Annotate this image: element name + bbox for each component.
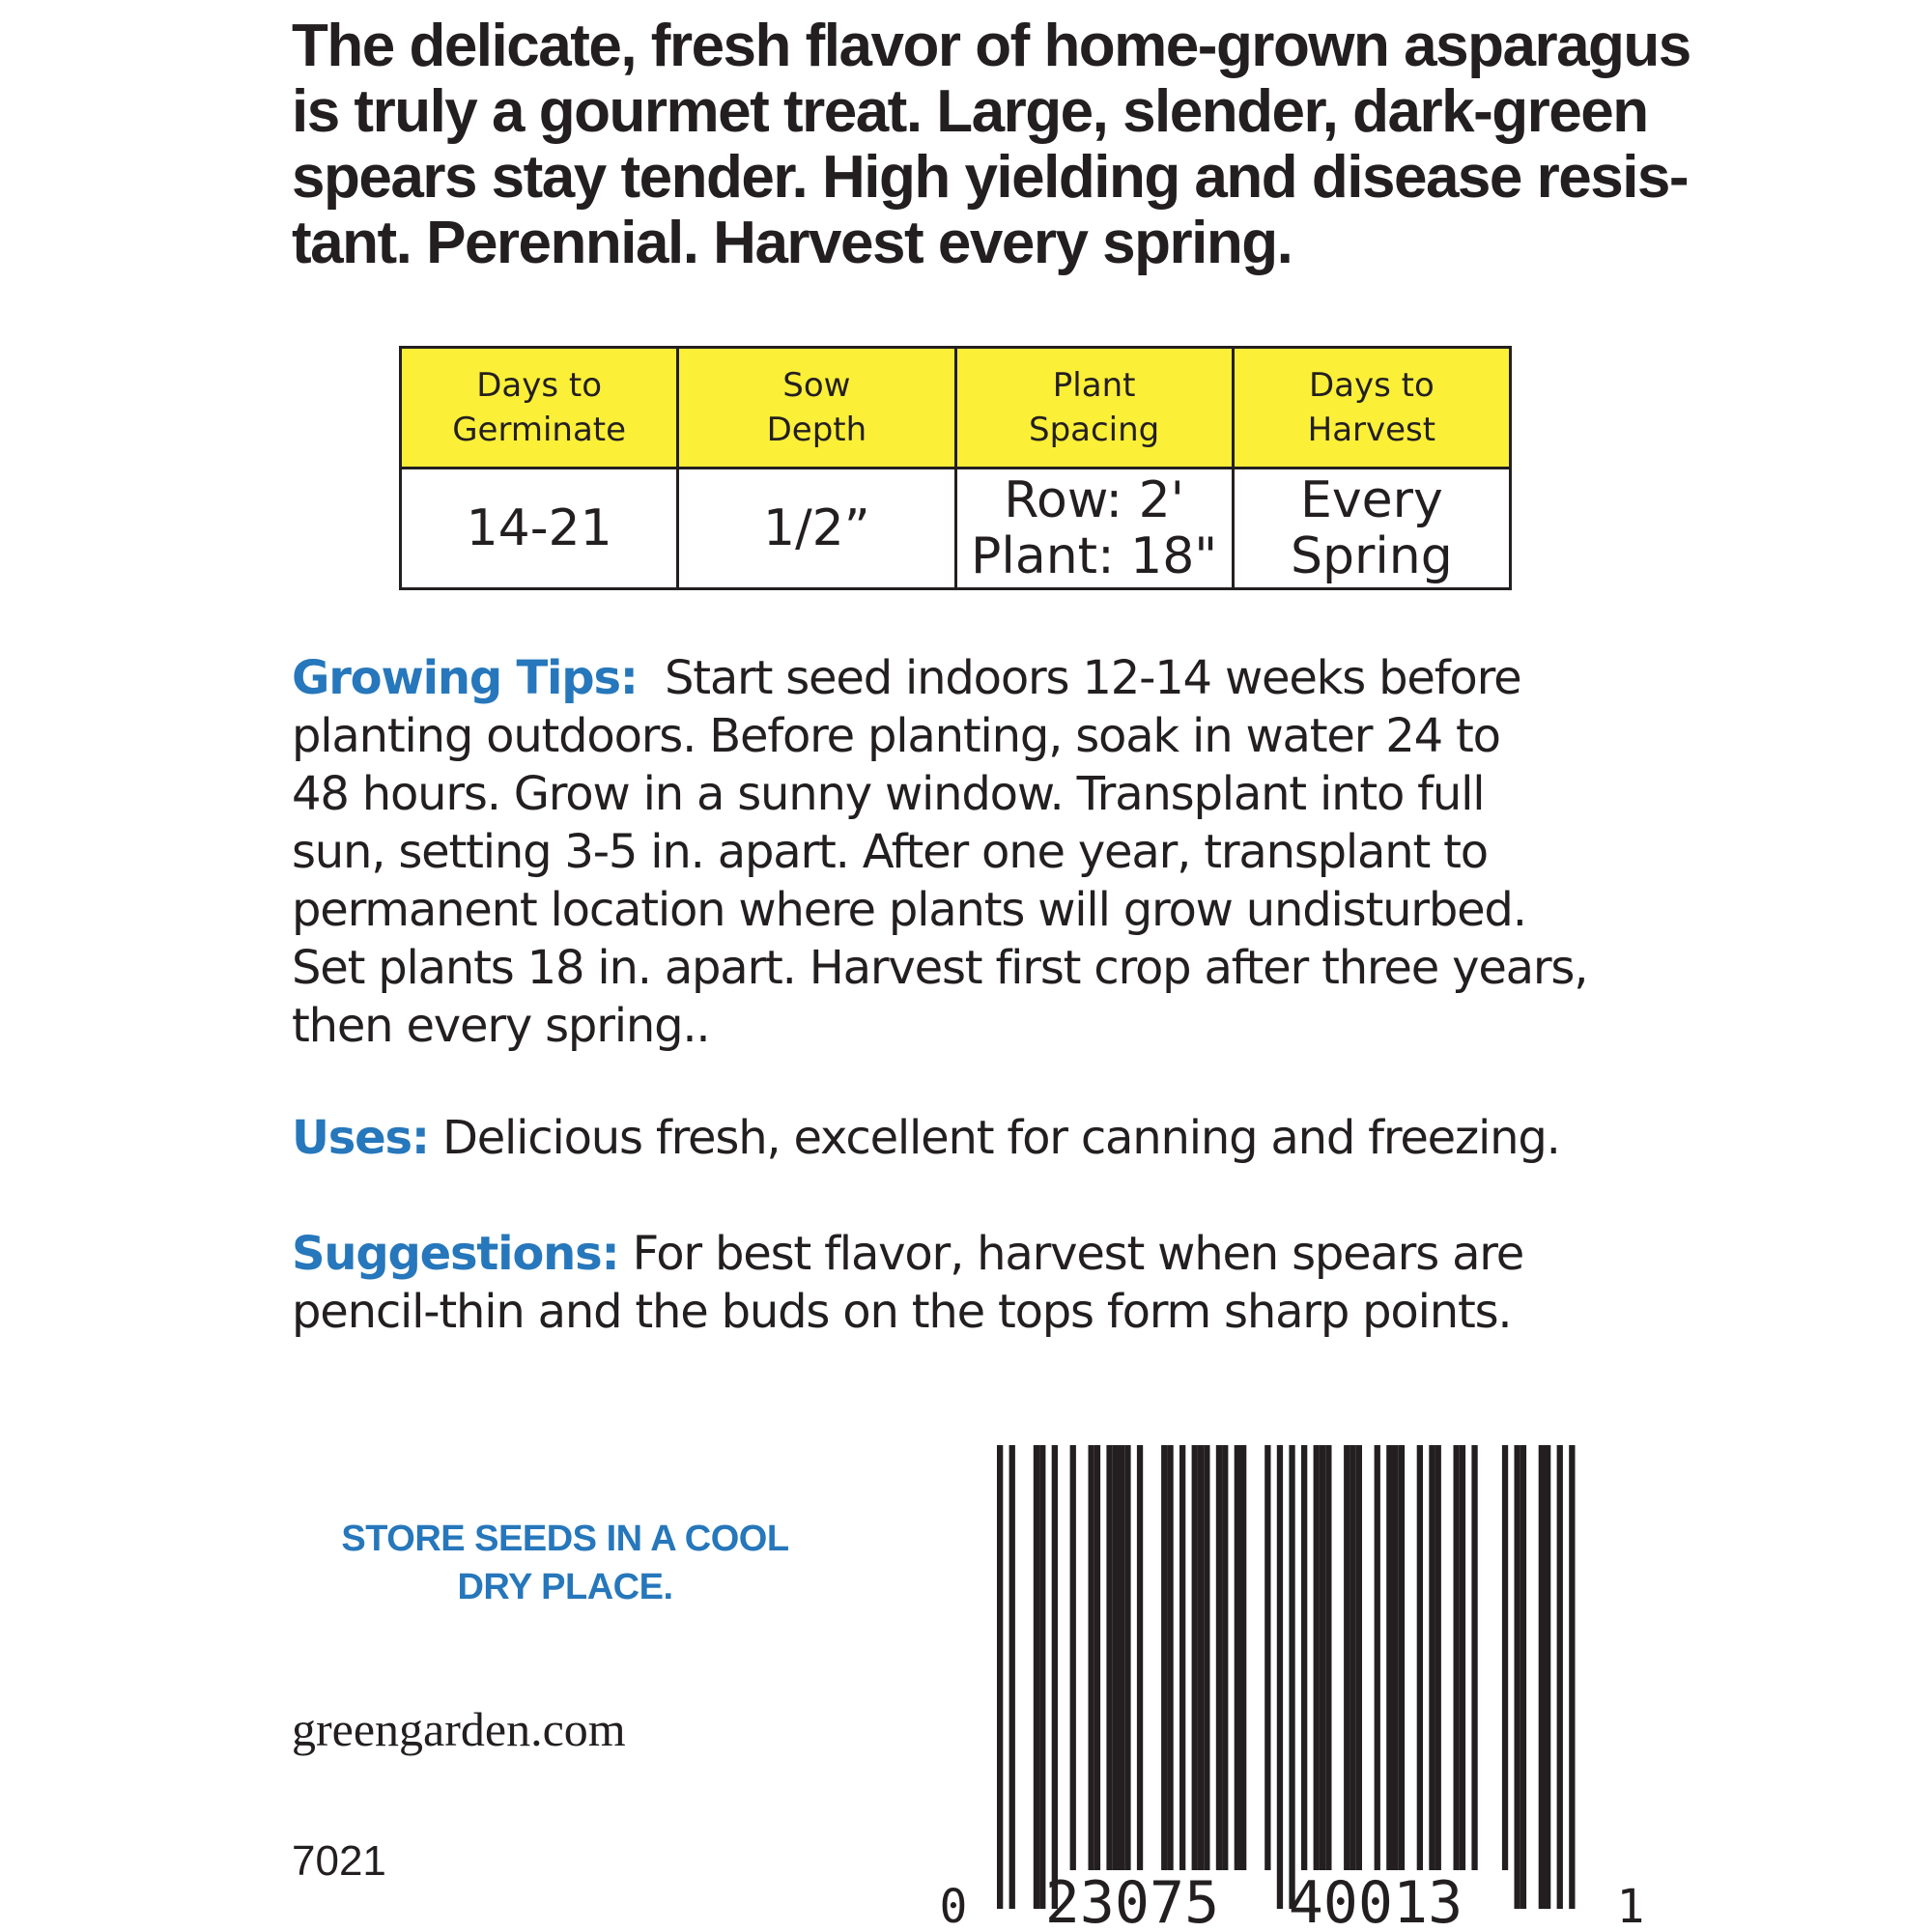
product-code: 7021 bbox=[292, 1837, 386, 1885]
specs-value-row bbox=[401, 469, 1511, 589]
description-line: tant. Perennial. Harvest every spring. bbox=[292, 210, 1293, 276]
barcode-bar bbox=[1034, 1445, 1039, 1909]
specs-header-row bbox=[401, 348, 1511, 469]
barcode-bar bbox=[1545, 1445, 1550, 1909]
barcode-bar bbox=[1356, 1445, 1362, 1870]
barcode-bar bbox=[1192, 1445, 1198, 1870]
growing-tips-section bbox=[292, 649, 1702, 1055]
barcode-bar bbox=[1052, 1445, 1058, 1909]
barcode-bar bbox=[1539, 1445, 1545, 1909]
growing-tips-line: sun, setting 3-5 in. apart. After one year, transplant to bbox=[292, 825, 1488, 879]
header-plant-spacing: Plant Spacing bbox=[955, 348, 1233, 469]
barcode-bar bbox=[1520, 1445, 1526, 1909]
barcode-bar bbox=[1179, 1445, 1185, 1870]
description-line: is truly a gourmet treat. Large, slender, dark-green bbox=[292, 78, 1648, 145]
barcode-bar bbox=[1460, 1445, 1465, 1870]
barcode-bar bbox=[1350, 1445, 1355, 1870]
storage-notice-line: STORE SEEDS IN A COOL bbox=[341, 1519, 789, 1559]
barcode-bar bbox=[1386, 1445, 1392, 1870]
barcode-bar bbox=[1216, 1445, 1222, 1870]
barcode-bar bbox=[1417, 1445, 1423, 1870]
barcode-bar bbox=[1009, 1445, 1015, 1909]
barcode-bar bbox=[1089, 1445, 1094, 1870]
barcode-bar bbox=[1301, 1445, 1307, 1870]
growing-tips-line: 48 hours. Grow in a sunny window. Transplant into full bbox=[292, 767, 1485, 821]
planting-specs-table bbox=[399, 346, 1512, 590]
value-days-to-germinate: 14-21 bbox=[401, 469, 678, 589]
suggestions-line: For best flavor, harvest when spears are bbox=[632, 1227, 1524, 1281]
barcode-left-digits: 23075 bbox=[1044, 1869, 1220, 1928]
suggestions-line: pencil-thin and the buds on the tops form sharp points. bbox=[292, 1285, 1512, 1339]
header-days-to-germinate: Days to Germinate bbox=[401, 348, 678, 469]
barcode-bar bbox=[1119, 1445, 1124, 1870]
barcode-bar bbox=[1557, 1445, 1563, 1909]
barcode-bar bbox=[1070, 1445, 1076, 1870]
barcode-bar bbox=[1204, 1445, 1209, 1870]
barcode-bar bbox=[1094, 1445, 1100, 1870]
website-text: greengarden.com bbox=[292, 1702, 626, 1756]
barcode-bar bbox=[1429, 1445, 1435, 1870]
barcode-check-digit: 1 bbox=[1616, 1880, 1645, 1928]
uses-section bbox=[292, 1109, 1702, 1167]
suggestions-section bbox=[292, 1225, 1702, 1341]
growing-tips-line: Start seed indoors 12-14 weeks before bbox=[664, 651, 1521, 705]
barcode-bar bbox=[1515, 1445, 1520, 1909]
description-line: spears stay tender. High yielding and disease resis- bbox=[292, 144, 1689, 211]
barcode-bar bbox=[1235, 1445, 1240, 1870]
growing-tips-line: Set plants 18 in. apart. Harvest first crop after three years, bbox=[292, 941, 1588, 995]
barcode-bar bbox=[1325, 1445, 1331, 1870]
storage-notice bbox=[290, 1515, 840, 1611]
value-days-to-harvest: Every Spring bbox=[1233, 469, 1510, 589]
barcode-bar bbox=[1502, 1445, 1508, 1870]
header-sow-depth: Sow Depth bbox=[678, 348, 955, 469]
barcode-bar bbox=[1320, 1445, 1325, 1870]
barcode-leading-digit: 0 bbox=[939, 1880, 968, 1928]
barcode-bar bbox=[1289, 1445, 1294, 1909]
barcode-bar bbox=[1375, 1445, 1380, 1870]
barcode-bar bbox=[1039, 1445, 1045, 1909]
uses-text: Delicious fresh, excellent for canning and freezing. bbox=[441, 1111, 1560, 1165]
barcode-bar bbox=[1471, 1445, 1477, 1870]
barcode-bar bbox=[1314, 1445, 1320, 1870]
barcode-bar bbox=[1399, 1445, 1405, 1870]
storage-notice-line: DRY PLACE. bbox=[457, 1567, 673, 1607]
growing-tips-line: then every spring.. bbox=[292, 999, 710, 1053]
barcode-bar bbox=[1393, 1445, 1399, 1870]
barcode-bar bbox=[1344, 1445, 1350, 1870]
barcode-bar bbox=[1277, 1445, 1283, 1909]
barcode-bar bbox=[1167, 1445, 1173, 1870]
barcode-bar bbox=[1106, 1445, 1112, 1870]
header-days-to-harvest: Days to Harvest bbox=[1233, 348, 1510, 469]
barcode-bar bbox=[1198, 1445, 1204, 1870]
barcode-bar bbox=[1435, 1445, 1441, 1870]
uses-label: Uses: bbox=[292, 1111, 429, 1165]
value-plant-spacing: Row: 2' Plant: 18" bbox=[955, 469, 1233, 589]
barcode-bar bbox=[1569, 1445, 1575, 1909]
value-sow-depth: 1/2” bbox=[678, 469, 955, 589]
barcode-bar bbox=[1240, 1445, 1246, 1870]
barcode-graphic bbox=[927, 1445, 1662, 1928]
growing-tips-line: permanent location where plants will grow undisturbed. bbox=[292, 883, 1526, 937]
suggestions-label: Suggestions: bbox=[292, 1227, 619, 1281]
barcode-bars bbox=[997, 1445, 1576, 1909]
barcode-bar bbox=[997, 1445, 1003, 1909]
description-line: The delicate, fresh flavor of home-grown asparagus bbox=[292, 13, 1690, 79]
product-description bbox=[292, 13, 1690, 276]
growing-tips-line: planting outdoors. Before planting, soak in water 24 to bbox=[292, 709, 1500, 763]
barcode-bar bbox=[1222, 1445, 1228, 1870]
barcode-bar bbox=[1161, 1445, 1167, 1870]
barcode-bar bbox=[1264, 1445, 1270, 1870]
barcode-bar bbox=[1137, 1445, 1143, 1870]
barcode-bar bbox=[1454, 1445, 1460, 1870]
barcode-bar bbox=[1124, 1445, 1130, 1870]
upc-barcode bbox=[927, 1445, 1662, 1928]
barcode-bar bbox=[1113, 1445, 1119, 1870]
barcode-right-digits: 40013 bbox=[1288, 1869, 1463, 1928]
growing-tips-label: Growing Tips: bbox=[292, 651, 638, 705]
